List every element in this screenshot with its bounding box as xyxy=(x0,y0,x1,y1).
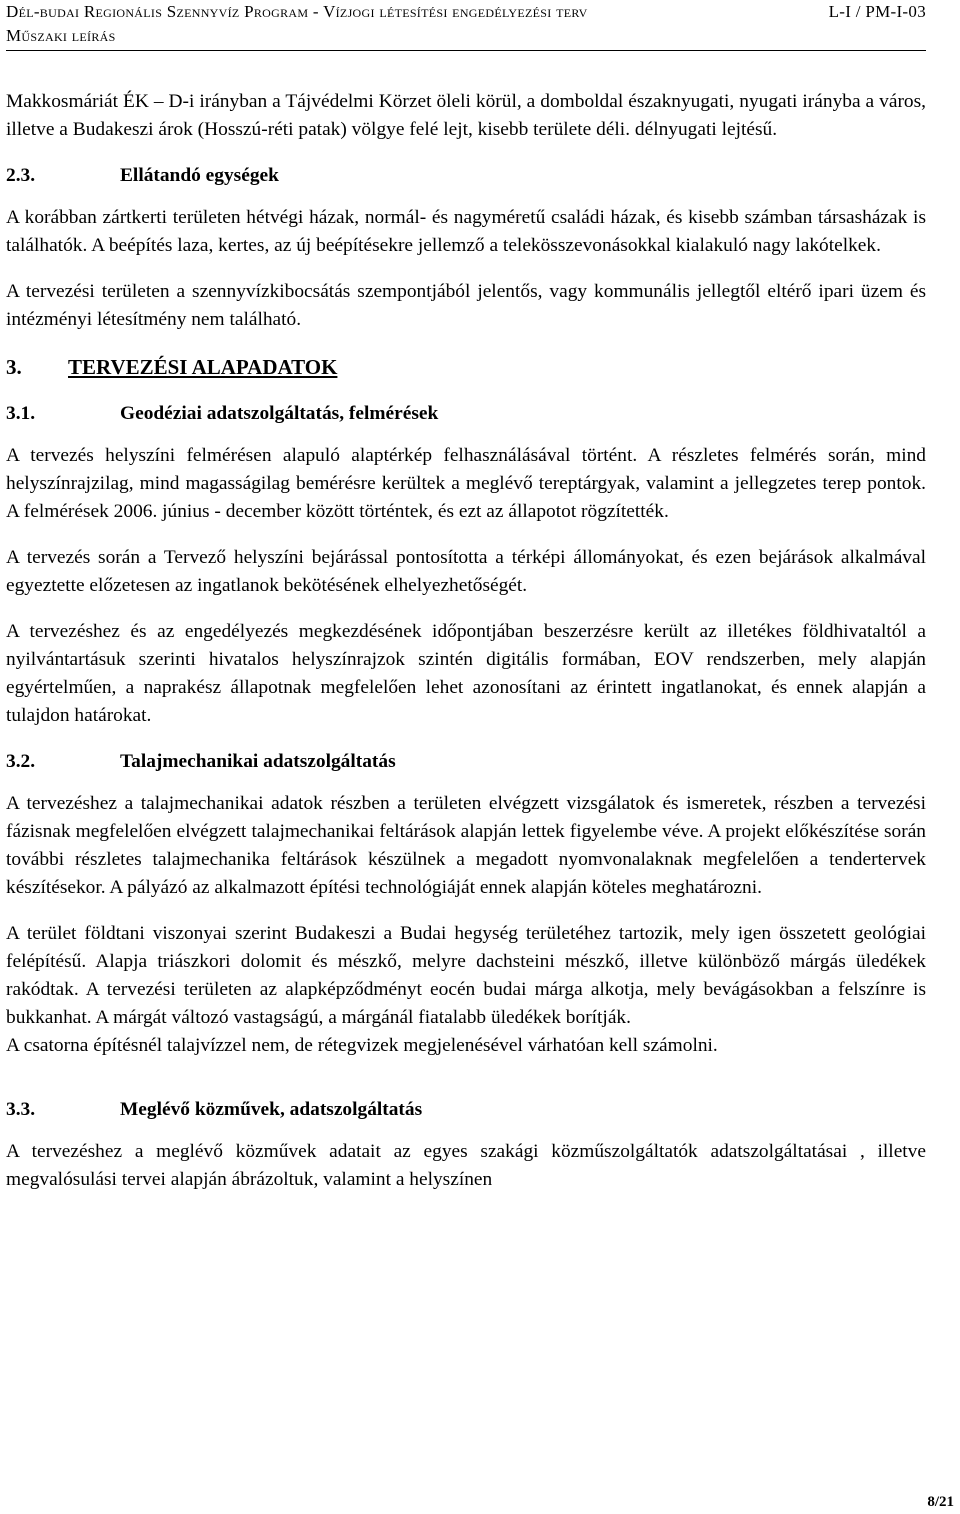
section-3-2-paragraph-3: A csatorna építésnél talajvízzel nem, de rétegvizek megjelenésével várhatóan kell számolni. xyxy=(6,1035,718,1056)
section-number: 2.3. xyxy=(6,165,36,186)
page-header xyxy=(6,2,926,51)
section-title: Talajmechanikai adatszolgáltatás xyxy=(120,751,396,772)
document-body xyxy=(6,88,926,1194)
section-number: 3.3. xyxy=(6,1099,36,1120)
section-title: Geodéziai adatszolgáltatás, felmérések xyxy=(120,403,439,424)
section-2-3-paragraph-1: A korábban zártkerti területen hétvégi házak, normál- és nagyméretű családi házak, és kisebb számban társasházak is találhatók. A beépítés laza, kertes, az új beépítésekre jellemző a telekösszevonásokkal kialakuló nagy lakótelkek. xyxy=(6,207,926,256)
intro-paragraph: Makkosmáriát ÉK – D-i irányban a Tájvédelmi Körzet öleli körül, a domboldal északnyugati, nyugati irányba a város, illetve a Budakeszi árok (Hosszú-réti patak) völgye felé lejt, kisebb területe déli. délnyugati lejtésű. xyxy=(6,91,926,140)
chapter-number: 3. xyxy=(6,355,22,379)
section-title: Ellátandó egységek xyxy=(120,165,279,186)
section-3-3-heading xyxy=(6,1096,926,1124)
section-3-1-paragraph-3: A tervezéshez és az engedélyezés megkezdésének időpontjában beszerzésre került az illetékes földhivataltól a nyilvántartásuk szerinti hivatalos helyszínrajzok szintén digitális formában, EOV rendszerben, mely alapján egyértelműen, a naprakész állapotnak megfelelően lehet azonosítani az érintett ingatlanokat, és ennek alapján a tulajdon határokat. xyxy=(6,621,926,726)
section-3-1-paragraph-1: A tervezés helyszíni felmérésen alapuló alaptérkép felhasználásával történt. A részletes felmérés során, mind helyszínrajzilag, mind magasságilag bemérésre kerültek a meglévő tereptárgyak, valamint a jellegzetes terep pontok. A felmérések 2006. június - december között történtek, és ezt az állapotot rögzítették. xyxy=(6,445,926,522)
section-3-2-paragraph-2: A terület földtani viszonyai szerint Budakeszi a Budai hegység területéhez tartozik, mely igen összetett geológiai felépítésű. Alapja triászkori dolomit és mészkő, melyre dachsteini mészkő, illetve különböző márgás üledékek rakódtak. A tervezési területen az alapképződményt eocén budai márga alkotja, mely bevágásokban a felszínre is bukkanhat. A márgát változó vastagságú, a márgánál fiatalabb üledékek borítják. xyxy=(6,923,926,1028)
section-number: 3.2. xyxy=(6,751,36,772)
header-document-code: L-I / PM-I-03 xyxy=(828,2,926,21)
header-divider xyxy=(6,50,926,51)
section-title: Meglévő közművek, adatszolgáltatás xyxy=(120,1099,423,1120)
section-number: 3.1. xyxy=(6,403,36,424)
page-number: 8/21 xyxy=(927,1494,954,1510)
header-document-type: Műszaki leírás xyxy=(6,26,116,45)
section-3-1-heading xyxy=(6,400,926,428)
section-3-1-paragraph-2: A tervezés során a Tervező helyszíni bejárással pontosította a térképi állományokat, és ezen bejárások alkalmával egyeztette előzetesen az ingatlanok bekötésének elhelyezhetőségét. xyxy=(6,547,926,596)
section-3-2-paragraph-1: A tervezéshez a talajmechanikai adatok részben a területen elvégzett vizsgálatok és ismeretek, részben a tervezési fázisnak megfelelően elvégzett talajmechanikai feltárások alapján lettek figyelembe véve. A projekt előkészítése során további részletes talajmechanika feltárások készülnek a megadott nyomvonalaknak megfelelően a tendertervek készítésekor. A pályázó az alkalmazott építési technológiáját ennek alapján köteles meghatározni. xyxy=(6,793,926,898)
chapter-3-heading xyxy=(6,352,926,382)
section-2-3-paragraph-2: A tervezési területen a szennyvízkibocsátás szempontjából jelentős, vagy kommunális jellegtől eltérő ipari üzem és intézményi létesítmény nem található. xyxy=(6,281,926,330)
section-2-3-heading xyxy=(6,162,926,190)
section-3-2-heading xyxy=(6,748,926,776)
section-3-3-paragraph-1: A tervezéshez a meglévő közművek adatait az egyes szakági közműszolgáltatók adatszolgáltatásai , illetve megvalósulási tervei alapján ábrázoltuk, valamint a helyszínen xyxy=(6,1141,926,1190)
chapter-title: TERVEZÉSI ALAPADATOK xyxy=(68,355,338,379)
header-project-title: Dél-budai Regionális Szennyvíz Program - Vízjogi létesítési engedélyezési terv xyxy=(6,2,588,21)
